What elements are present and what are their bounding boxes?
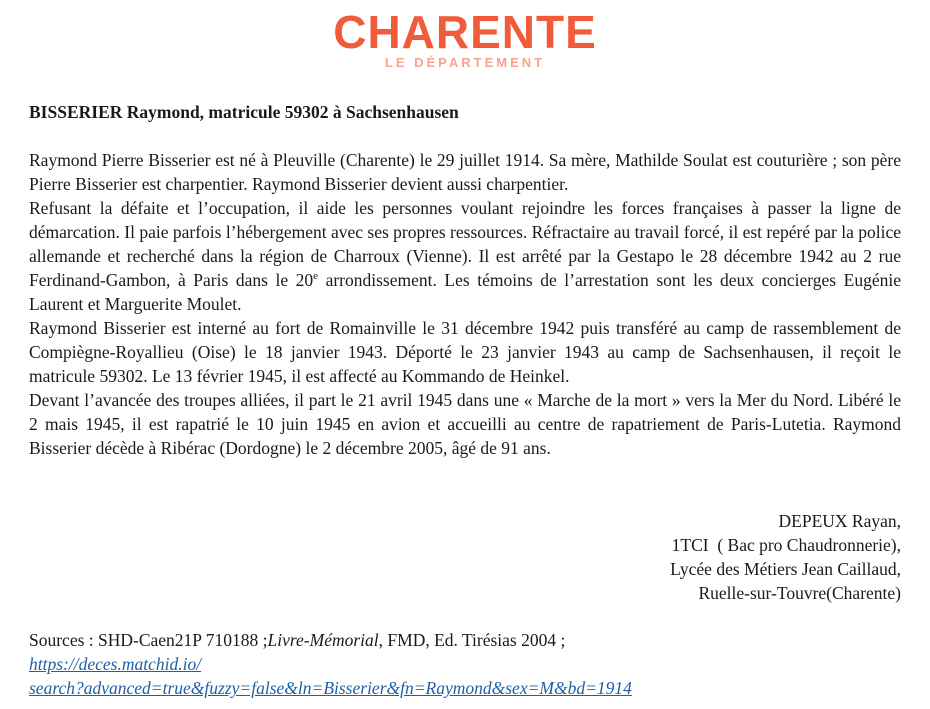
sources-link-line1[interactable]: https://deces.matchid.io/ bbox=[29, 654, 202, 674]
sources-link[interactable] bbox=[29, 652, 901, 700]
sources-prefix: Sources : SHD-Caen21P 710188 ; bbox=[29, 630, 268, 650]
author-signature bbox=[670, 509, 901, 605]
paragraph-resistance-text: Refusant la défaite et l’occupation, il aide les personnes voulant rejoindre les forces françaises à passer la ligne de démarcation. Il paie parfois l’hébergement avec ses propres ressources. Réfractaire au travail forcé, il est repéré par la police allemande et recherché dans la région de Charroux (Vienne). Il est arrêté par la Gestapo le 28 décembre 1942 au 2 rue Ferdinand-Gambon, à Paris dans le 20 bbox=[29, 198, 901, 290]
paragraph-resistance-tail: arrondissement. Les témoins de l’arrestation sont les deux concierges Eugénie Laurent et Marguerite Moulet. bbox=[29, 270, 901, 314]
logo-wordmark: CHARENTE bbox=[333, 6, 597, 58]
paragraph-deportation: Raymond Bisserier est interné au fort de Romainville le 31 décembre 1942 puis transféré au camp de rassemblement de Compiègne-Royallieu (Oise) le 18 janvier 1943. Déporté le 23 janvier 1943 au camp de Sachsenhausen, il reçoit le matricule 59302. Le 13 février 1945, il est affecté au Kommando de Heinkel. bbox=[29, 318, 901, 386]
signature-line: Ruelle-sur-Touvre(Charente) bbox=[698, 583, 901, 603]
paragraph-resistance bbox=[29, 196, 901, 316]
sources-citation bbox=[29, 628, 901, 652]
paragraph-liberation: Devant l’avancée des troupes alliées, il part le 21 avril 1945 dans une « Marche de la mort » vers la Mer du Nord. Libéré le 2 mais 1945, il est rapatrié le 10 juin 1945 en avion et accueilli au centre de rapatriement de Paris-Lutetia. Raymond Bisserier décède à Ribérac (Dordogne) le 2 décembre 2005, âgé de 91 ans. bbox=[29, 390, 901, 458]
paragraph-birth: Raymond Pierre Bisserier est né à Pleuville (Charente) le 29 juillet 1914. Sa mère, Mathilde Soulat est couturière ; son père Pierre Bisserier est charpentier. Raymond Bisserier devient aussi charpentier. bbox=[29, 150, 901, 194]
sources-suffix: , FMD, Ed. Tirésias 2004 ; bbox=[378, 630, 566, 650]
document-body bbox=[29, 100, 901, 460]
signature-line: DEPEUX Rayan, bbox=[778, 511, 901, 531]
ordinal-superscript: e bbox=[313, 270, 319, 283]
sources bbox=[29, 628, 901, 700]
logo-subtitle: LE DÉPARTEMENT bbox=[384, 55, 546, 70]
signature-line: 1TCI ( Bac pro Chaudronnerie), bbox=[671, 535, 901, 555]
signature-line: Lycée des Métiers Jean Caillaud, bbox=[670, 559, 901, 579]
page-title: BISSERIER Raymond, matricule 59302 à Sachsenhausen bbox=[29, 102, 459, 122]
department-logo bbox=[0, 8, 930, 70]
sources-link-line2[interactable]: search?advanced=true&fuzzy=false&ln=Bisserier&fn=Raymond&sex=M&bd=1914 bbox=[29, 678, 632, 698]
biography bbox=[29, 148, 901, 460]
sources-book-title: Livre-Mémorial bbox=[267, 630, 379, 650]
